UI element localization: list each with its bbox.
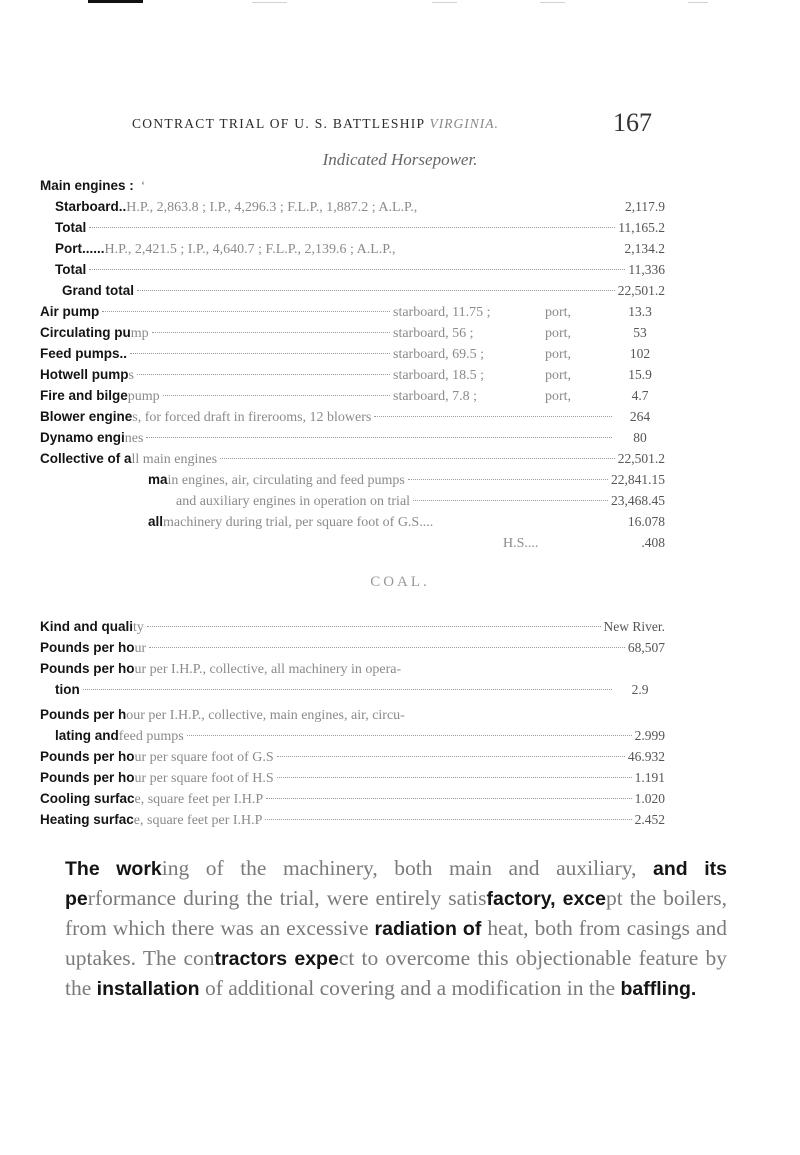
table-row: Collective of a ll main engines 22,501.2 [40, 451, 665, 467]
row-text: H.P., 2,421.5 ; I.P., 4,640.7 ; F.L.P., 2,139.6 ; A.L.P., [104, 242, 396, 257]
table-row: Heating surfac e, square feet per I.H.P 2.452 [40, 812, 665, 828]
row-label: Starboard.. [55, 199, 127, 214]
table-row [55, 260, 665, 280]
table-row: Pounds per h our per I.H.P., collective, main engines, air, circu- [40, 707, 405, 723]
table-row: all machinery during trial, per square foot of G.S.... 16.078 [148, 514, 665, 530]
table-row: Fire and bilge pump starboard, 7.8 ; port, 4.7 [40, 388, 649, 404]
table-row: Kind and quali ty New River. [40, 619, 665, 635]
section-title-horsepower: Indicated Horsepower. [322, 150, 478, 169]
table-row: Dynamo engi nes 80 [40, 430, 647, 446]
main-engines-heading: Main engines : ‘ [40, 178, 146, 194]
table-row: Pounds per ho ur per square foot of H.S 1.191 [40, 770, 665, 786]
table-row: H.S.... .408 [503, 535, 665, 551]
row-label: Port...... [55, 241, 105, 256]
table-row: Pounds per ho ur per square foot of G.S 46.932 [40, 749, 665, 765]
row-text: H.P., 2,863.8 ; I.P., 4,296.3 ; F.L.P., 1,887.2 ; A.L.P., [126, 200, 418, 215]
table-row: Circulating pu mp starboard, 56 ; port, 53 [40, 325, 647, 341]
table-row [62, 281, 665, 301]
table-row: Pounds per ho ur per I.H.P., collective, all machinery in opera- [40, 661, 402, 677]
table-row: Hotwell pump s starboard, 18.5 ; port, 15.9 [40, 367, 652, 383]
ship-name: VIRGINIA. [429, 116, 499, 131]
row-label: Total [55, 262, 87, 277]
table-row: Blower engine s, for forced draft in firerooms, 12 blowers 264 [40, 409, 651, 425]
row-value: 2,117.9 [625, 199, 665, 214]
table-row: ma in engines, air, circulating and feed pumps 22,841.15 [148, 472, 665, 488]
table-row: Pounds per ho ur 68,507 [40, 640, 665, 656]
top-scan-marks [0, 0, 800, 10]
running-title: CONTRACT TRIAL OF U. S. BATTLESHIP VIRGINIA. [132, 116, 499, 131]
section-title-coal: COAL. [370, 574, 430, 590]
table-row: Air pump starboard, 11.75 ; port, 13.3 [40, 304, 652, 320]
table-row [55, 239, 665, 259]
row-value: 22,501.2 [617, 283, 665, 298]
row-value: 11,165.2 [618, 220, 665, 235]
page-number: 167 [613, 108, 652, 137]
table-row: Cooling surfac e, square feet per I.H.P 1.020 [40, 791, 665, 807]
running-header [132, 108, 652, 138]
table-row: lating and feed pumps 2.999 [55, 728, 665, 744]
row-label: Grand total [62, 283, 135, 298]
row-value: 11,336 [628, 262, 665, 277]
row-value: 2,134.2 [624, 241, 665, 256]
table-row [55, 197, 665, 217]
table-row [55, 218, 665, 238]
table-row: and auxiliary engines in operation on trial 23,468.45 [176, 493, 665, 509]
table-row: Feed pumps.. starboard, 69.5 ; port, 102 [40, 346, 651, 362]
table-row: tion 2.9 [55, 682, 649, 697]
closing-paragraph: The working of the machinery, both main and auxiliary, and its performance during the trial, were entirely satisfactory, except the boilers, from which there was an excessive radiation of heat, both from casings and uptakes. The contractors expect to overcome this objectionable feature by the installation of additional covering and a modification in the baffling. [65, 856, 728, 1000]
row-label: Total [55, 220, 87, 235]
